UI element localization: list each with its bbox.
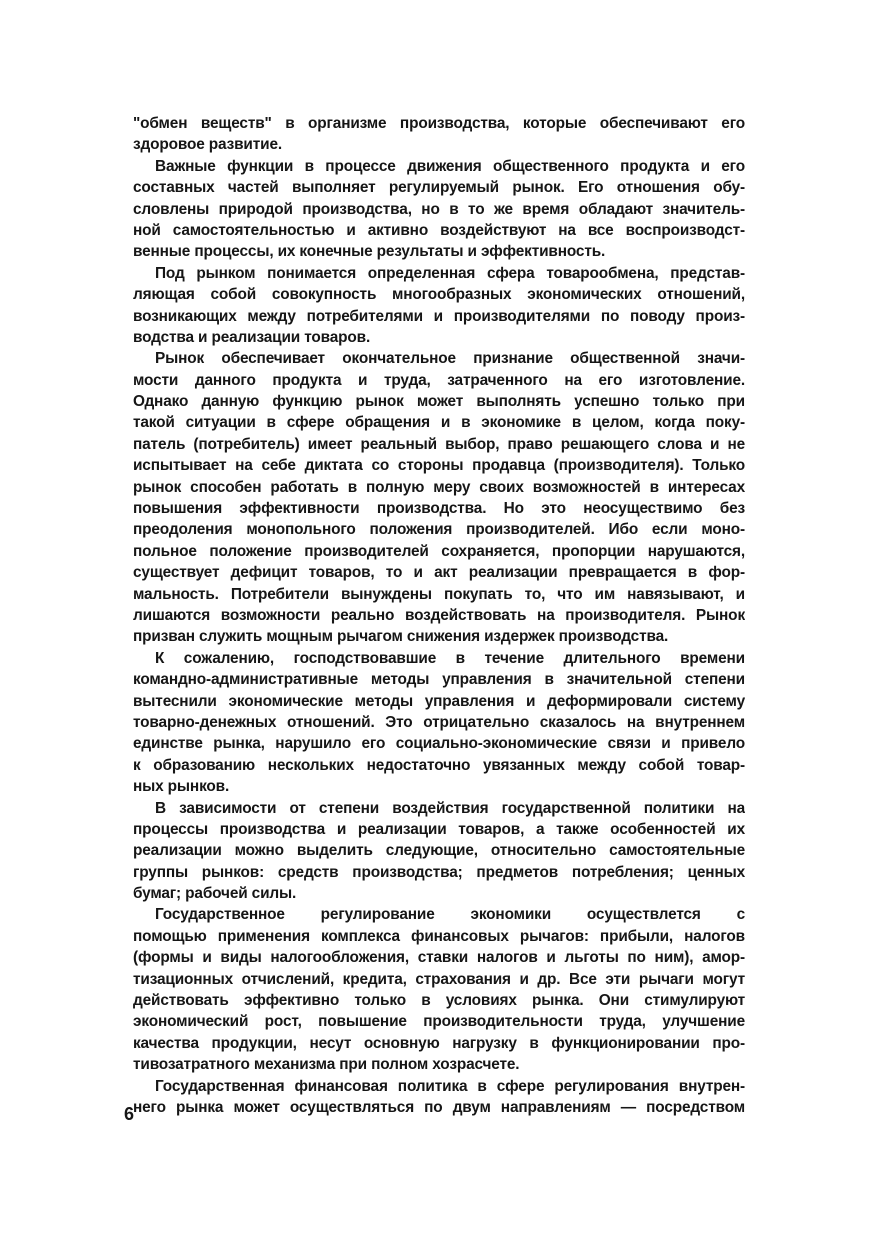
body-text: [133, 113, 745, 1118]
text-line: лишаются возможности реально воздействовать на производителя. Рынок: [133, 606, 745, 624]
text-line: единстве рынка, нарушило его социально-экономические связи и привело: [133, 735, 745, 753]
text-line: (формы и виды налогообложения, ставки налогов и льготы по ним), амор-: [133, 949, 745, 967]
text-line: патель (потребитель) имеет реальный выбор, право решающего слова и не: [133, 435, 745, 453]
text-line: вытеснили экономические методы управления и деформировали систему: [133, 692, 745, 710]
text-line: такой ситуации в сфере обращения и в экономике в целом, когда поку-: [133, 414, 745, 432]
text-line: тизационных отчислений, кредита, страхования и др. Все эти рычаги могут: [133, 970, 745, 988]
text-line: рынок способен работать в полную меру своих возможностей в интересах: [133, 478, 745, 496]
text-line: помощью применения комплекса финансовых рычагов: прибыли, налогов: [133, 927, 745, 945]
text-line: испытывает на себе диктата со стороны продавца (производителя). Только: [133, 457, 745, 475]
text-line: водства и реализации товаров.: [133, 328, 371, 346]
text-line: повышения эффективности производства. Но это неосуществимо без: [133, 500, 745, 518]
text-line: преодоления монопольного положения производителей. Ибо если моно-: [133, 521, 745, 539]
text-line: мости данного продукта и труда, затраченного на его изготовление.: [133, 371, 745, 389]
text-line: него рынка может осуществляться по двум направлениям — посредством: [133, 1098, 745, 1116]
text-line: качества продукции, несут основную нагрузку в функционировании про-: [133, 1034, 745, 1052]
text-line: ной самостоятельностью и активно воздействуют на все воспроизводст-: [133, 221, 745, 239]
text-line: К сожалению, господствовавшие в течение длительного времени: [155, 649, 745, 667]
text-line: ляющая собой совокупность многообразных экономических отношений,: [133, 286, 745, 304]
text-line: словлены природой производства, но в то же время обладают значитель-: [133, 200, 745, 218]
text-line: польное положение производителей сохраняется, пропорции нарушаются,: [133, 542, 745, 560]
text-line: ных рынков.: [133, 778, 230, 796]
text-line: В зависимости от степени воздействия государственной политики на: [155, 799, 745, 817]
text-line: Важные функции в процессе движения общественного продукта и его: [155, 157, 745, 175]
text-line: возникающих между потребителями и производителями по поводу произ-: [133, 307, 745, 325]
text-line: Рынок обеспечивает окончательное признание общественной значи-: [155, 350, 745, 368]
text-line: командно-административные методы управления в значительной степени: [133, 671, 745, 689]
text-line: Государственная финансовая политика в сфере регулирования внутрен-: [155, 1077, 745, 1095]
text-line: мальность. Потребители вынуждены покупать то, что им навязывают, и: [133, 585, 745, 603]
text-line: тивозатратного механизма при полном хозрасчете.: [133, 1056, 520, 1074]
text-line: Под рынком понимается определенная сфера товарообмена, представ-: [155, 264, 745, 282]
text-line: призван служить мощным рычагом снижения издержек производства.: [133, 628, 669, 646]
text-line: к образованию нескольких недостаточно увязанных между собой товар-: [133, 756, 745, 774]
text-line: действовать эффективно только в условиях рынка. Они стимулируют: [133, 992, 745, 1010]
text-line: здоровое развитие.: [133, 136, 282, 154]
text-line: экономический рост, повышение производительности труда, улучшение: [133, 1013, 745, 1031]
text-line: товарно-денежных отношений. Это отрицательно сказалось на внутреннем: [133, 713, 745, 731]
text-line: процессы производства и реализации товаров, а также особенностей их: [133, 820, 745, 838]
page-number: 6: [124, 1104, 135, 1124]
text-line: "обмен веществ" в организме производства, которые обеспечивают его: [133, 115, 745, 132]
text-line: реализации можно выделить следующие, относительно самостоятельные: [133, 842, 745, 860]
text-line: Однако данную функцию рынок может выполнять успешно только при: [133, 393, 745, 411]
text-line: существует дефицит товаров, то и акт реализации превращается в фор-: [133, 564, 745, 582]
text-line: группы рынков: средств производства; предметов потребления; ценных: [133, 863, 745, 881]
text-line: бумаг; рабочей силы.: [133, 885, 297, 903]
text-line: составных частей выполняет регулируемый рынок. Его отношения обу-: [133, 179, 745, 197]
text-line: Государственное регулирование экономики осуществлется с: [155, 906, 745, 924]
text-line: венные процессы, их конечные результаты и эффективность.: [133, 243, 606, 261]
